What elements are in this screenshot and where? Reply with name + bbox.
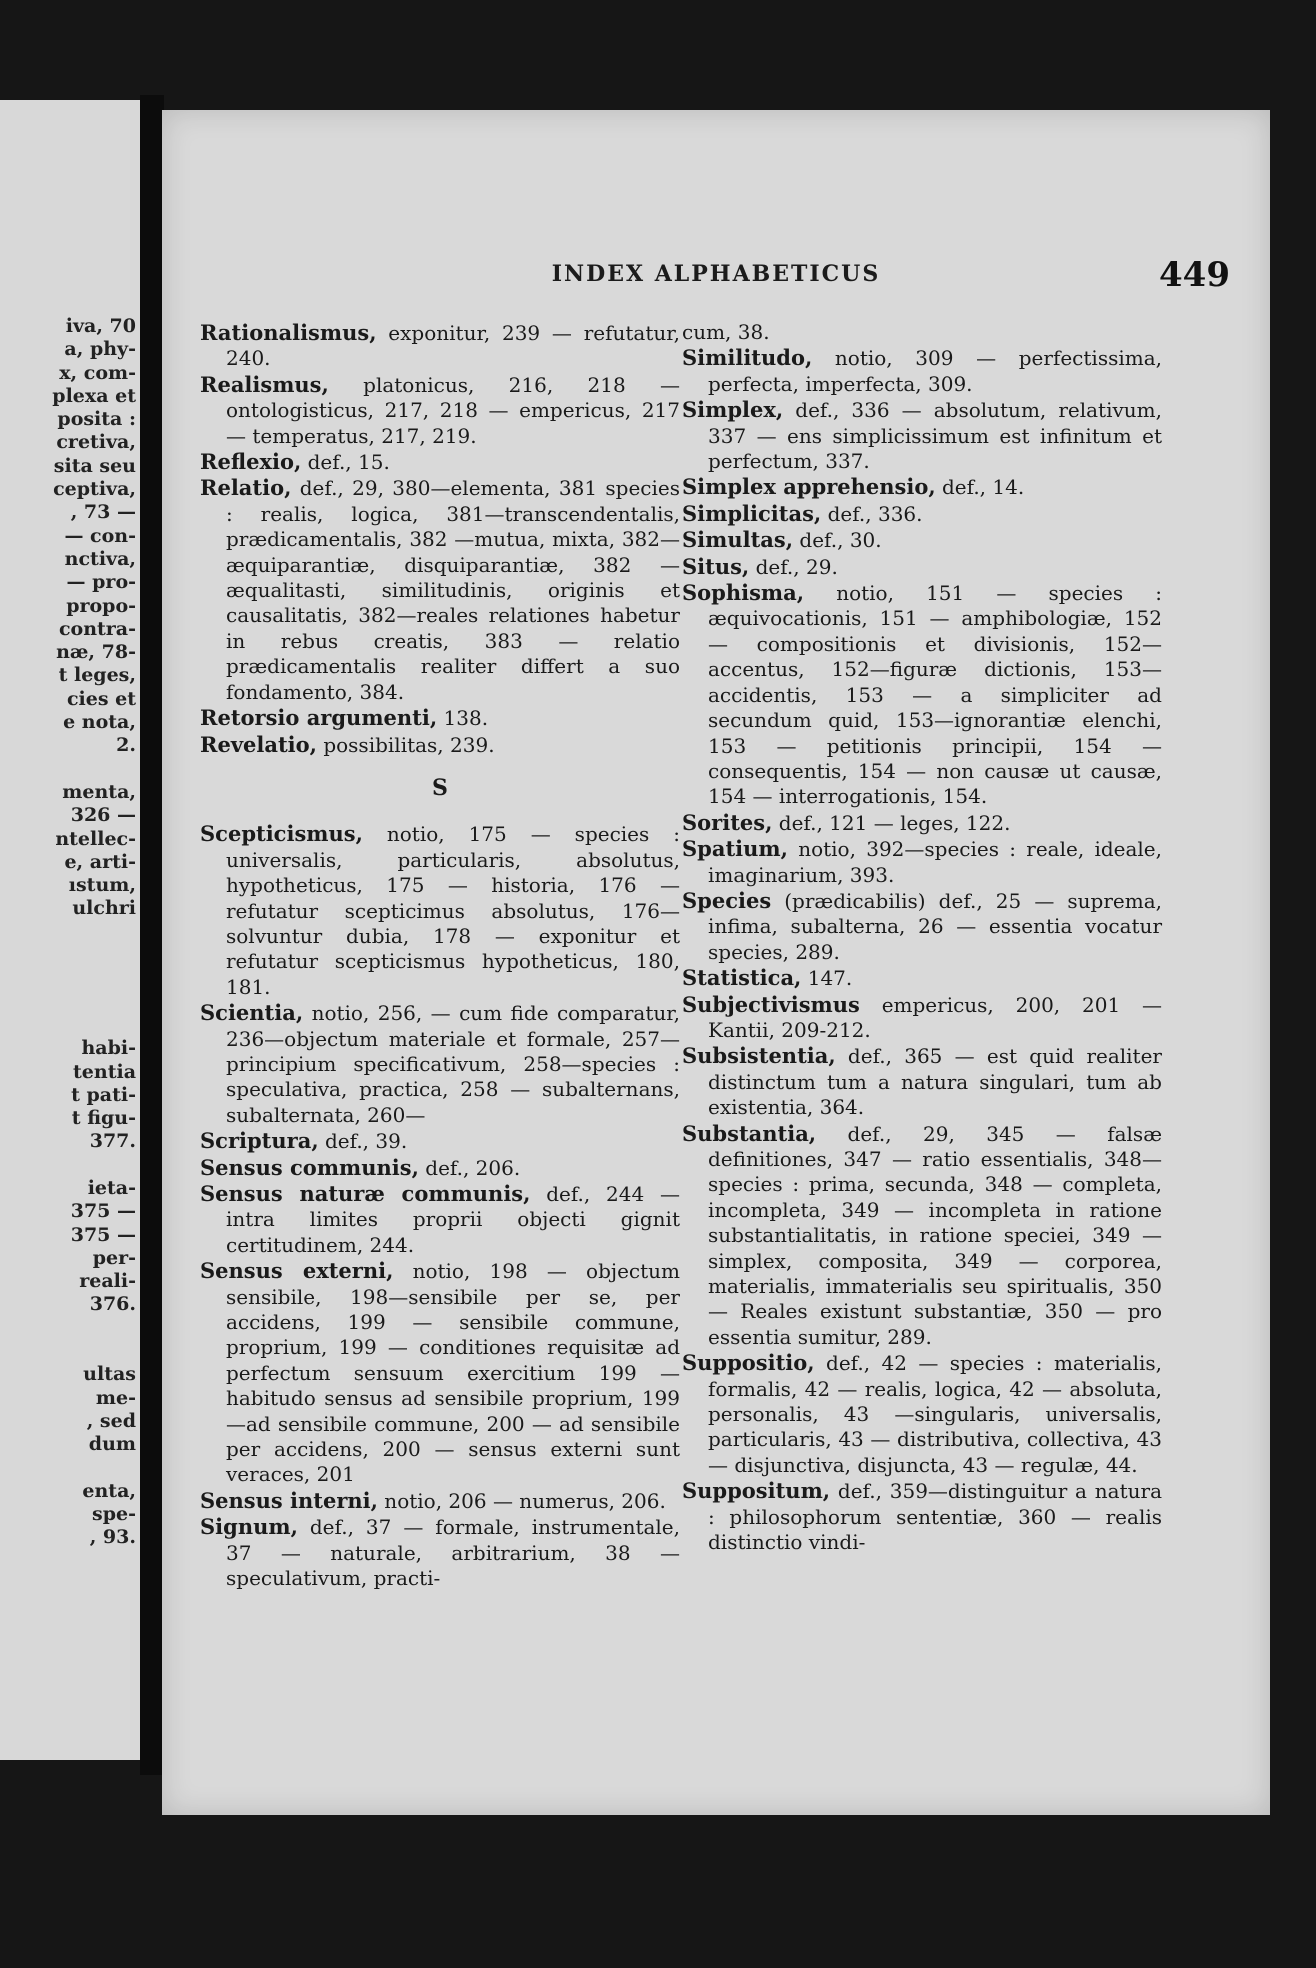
index-entry: [682, 474, 1162, 500]
index-entry: [200, 1155, 680, 1181]
index-references: notio, 151 — species : æquivocationis, 151 — amphibologiæ, 152 — compositionis et divisionis, 152—accentus, 152—figuræ dictionis, 153—accidentis, 153 — a simpliciter ad secundum quid, 153—ignorantiæ elenchi, 153 — petitionis principii, 154 — consequentis, 154 — non causæ ut causæ, 154 — interrogationis, 154.: [708, 581, 1162, 809]
previous-page-line: , 93.: [89, 1526, 136, 1549]
index-term: Species: [682, 887, 772, 913]
previous-page-line: cretiva,: [56, 431, 136, 454]
previous-page-line: ulchri: [72, 897, 136, 920]
index-references: notio, 198 — objectum sensibile, 198—sensibile per se, per accidens, 199 — sensibile commune, proprium, 199 — conditiones requisitæ ad perfectum sensuum exercitium 199 — habitudo sensus ad sensibile proprium, 199—ad sensibile commune, 200 — ad sensibile per accidens, 200 — sensus externi sunt veraces, 201: [226, 1259, 680, 1487]
index-term: Simplex,: [682, 397, 784, 423]
previous-page-line: 377.: [89, 1130, 136, 1153]
previous-page-line: propo-: [66, 594, 136, 617]
index-references: notio, 175 — species : universalis, particularis, absolutus, hypotheticus, 175 — historia, 176 — refutatur scepticimus absolutus, 176—solvuntur dubia, 178 — exponitur et refutatur scepticismus hypotheticus, 180, 181.: [226, 822, 680, 999]
index-term: Suppositio,: [682, 1350, 815, 1376]
index-references: def., 359—distinguitur a natura : philosophorum sententiæ, 360 — realis distinctio vindi-: [708, 1479, 1162, 1555]
index-term: Simplicitas,: [682, 500, 822, 526]
index-term: Suppositum,: [682, 1478, 831, 1504]
index-term: Spatium,: [682, 836, 788, 862]
index-term: Situs,: [682, 553, 750, 579]
index-term: Realismus,: [200, 371, 329, 397]
previous-page-line: e nota,: [63, 711, 136, 734]
index-entry: [682, 501, 1162, 527]
left-column: [200, 320, 680, 1592]
index-term: Rationalismus,: [200, 320, 377, 345]
previous-page-line: iva, 70: [65, 315, 136, 337]
index-entry: [682, 554, 1162, 580]
index-references: def., 15.: [301, 450, 390, 475]
index-term: Substantia,: [682, 1120, 817, 1146]
previous-page-line: 375 —: [70, 1223, 136, 1246]
previous-page-line: x, com-: [59, 361, 136, 384]
index-term: Similitudo,: [682, 345, 813, 371]
index-references: def., 37 — formale, instrumentale, 37 — naturale, arbitrarium, 38 — speculativum, practi-: [226, 1515, 680, 1591]
index-entry: [682, 1478, 1162, 1555]
previous-page-line: næ, 78-: [56, 641, 136, 664]
index-references: def., 29, 380—elementa, 381 species : realis, logica, 381—transcendentalis, prædicamentalis, 382 —mutua, mixta, 382—æquiparantiæ, disquiparantiæ, 382 — æqualitasti, similitudinis, originis et causalitatis, 382—reales relationes habetur in rebus creatis, 383 — relatio prædicamentalis realiter differt a suo fondamento, 384.: [226, 476, 680, 704]
index-references: notio, 392—species : reale, ideale, imaginarium, 393.: [708, 837, 1162, 887]
previous-page-line: t leges,: [58, 664, 136, 687]
previous-page-line: — pro-: [66, 571, 136, 594]
index-term: Scientia,: [200, 1000, 304, 1026]
index-entry: [682, 345, 1162, 397]
index-term: Subjectivismus: [682, 991, 860, 1017]
index-references: notio, 309 — perfectissima, perfecta, imperfecta, 309.: [708, 346, 1162, 396]
index-entry: [200, 1514, 680, 1591]
index-entry: [200, 1258, 680, 1488]
index-references: exponitur, 239 — refutatur, 240.: [226, 321, 680, 371]
previous-page-line: ıstum,: [68, 874, 136, 897]
right-column: [682, 320, 1162, 1556]
index-references: def., 121 — leges, 122.: [772, 810, 1011, 835]
index-term: Sensus naturæ communis,: [200, 1181, 531, 1206]
previous-page-line: 376.: [89, 1293, 136, 1316]
index-term: Sensus externi,: [200, 1258, 394, 1284]
index-references: cum, 38.: [682, 320, 770, 344]
previous-page-line: per-: [92, 1246, 136, 1269]
index-entry: [200, 1128, 680, 1154]
previous-page-line: 326 —: [70, 804, 136, 827]
index-entry: [682, 836, 1162, 888]
index-entry: [200, 732, 680, 758]
previous-page-line: [0, 1317, 136, 1340]
previous-page-line: [0, 991, 136, 1014]
previous-page-line: habi-: [81, 1037, 136, 1060]
previous-page-fragment: [0, 100, 140, 1760]
index-term: Retorsio argumenti,: [200, 705, 438, 731]
previous-page-line: reali-: [79, 1270, 136, 1293]
previous-page-line: cies et: [66, 687, 136, 710]
index-entry: [682, 810, 1162, 836]
running-header: [202, 255, 1230, 295]
index-references: possibilitas, 239.: [316, 732, 495, 757]
index-references: def., 206.: [418, 1155, 521, 1180]
index-references: def., 365 — est quid realiter distinctum tum a natura singulari, tum ab existentia, 364.: [708, 1044, 1162, 1120]
previous-page-line: [0, 1457, 136, 1480]
previous-page-line: [0, 1014, 136, 1037]
index-term: Sophisma,: [682, 580, 805, 606]
previous-page-line: — con-: [64, 524, 136, 547]
index-entry: [682, 1121, 1162, 1351]
index-entry: [200, 821, 680, 1000]
index-entry: [682, 1043, 1162, 1120]
previous-page-line: [0, 967, 136, 990]
book-gutter: [140, 95, 164, 1775]
index-entry: [200, 320, 680, 372]
index-references: (prædicabilis) def., 25 — suprema, infima, subalterna, 26 — essentia vocatur species, 289.: [708, 888, 1162, 964]
index-term: Reflexio,: [200, 449, 302, 475]
previous-page-line: contra-: [58, 617, 136, 640]
previous-page-line: , 73 —: [70, 501, 136, 524]
previous-page-line: plexa et: [52, 384, 136, 407]
page-number: 449: [1159, 255, 1230, 295]
index-term: Scepticismus,: [200, 821, 363, 847]
index-references: empericus, 200, 201 — Kantii, 209-212.: [708, 992, 1162, 1042]
index-references: def., 29.: [749, 554, 838, 579]
index-entry: [682, 527, 1162, 553]
index-term: Relatio,: [200, 475, 292, 501]
index-term: Subsistentia,: [682, 1043, 836, 1069]
previous-page-line: [0, 921, 136, 944]
index-term: Simultas,: [682, 527, 794, 553]
index-references: def., 336.: [821, 501, 923, 526]
index-entry: [200, 372, 680, 449]
previous-page-line: spe-: [92, 1503, 136, 1526]
index-term: Sorites,: [682, 809, 773, 835]
index-entry: [682, 992, 1162, 1044]
index-references: def., 14.: [935, 475, 1025, 500]
previous-page-line: a, phy-: [64, 338, 136, 361]
index-references: 147.: [801, 966, 853, 991]
index-references: def., 336 — absolutum, relativum, 337 — ens simplicissimum est infinitum et perfectum, 337.: [708, 398, 1162, 474]
previous-page-line: tentia: [73, 1060, 136, 1083]
previous-page-line: , sed: [86, 1409, 136, 1432]
index-entry: [200, 1488, 680, 1514]
previous-page-line: menta,: [62, 780, 136, 803]
index-entry: [200, 705, 680, 731]
index-entry: [200, 1181, 680, 1258]
index-term: Sensus communis,: [200, 1154, 419, 1180]
previous-page-line: enta,: [82, 1479, 136, 1502]
index-term: Scriptura,: [200, 1128, 319, 1154]
previous-page-line: posita :: [57, 408, 136, 431]
index-entry: [682, 888, 1162, 965]
previous-page-line: ceptiva,: [53, 478, 136, 501]
previous-page-line: [0, 758, 136, 781]
previous-page-line: me-: [95, 1386, 136, 1409]
page-title: INDEX ALPHABETICUS: [551, 261, 881, 287]
previous-page-line: dum: [88, 1433, 136, 1456]
previous-page-line: ieta-: [87, 1176, 136, 1199]
index-references: def., 39.: [318, 1129, 408, 1154]
previous-page-line: [0, 1154, 136, 1177]
index-term: Signum,: [200, 1514, 298, 1540]
index-references: notio, 206 — numerus, 206.: [377, 1488, 666, 1513]
index-references: def., 42 — species : materialis, formalis, 42 — realis, logica, 42 — absoluta, personalis, 43 —singularis, universalis, particularis, 43 — distributiva, collectiva, 43 — disjunctiva, disjuncta, 43 — regulæ, 44.: [708, 1351, 1162, 1477]
index-entry: [682, 397, 1162, 474]
index-references: platonicus, 216, 218 — ontologisticus, 217, 218 — empericus, 217 — temperatus, 217, 219.: [226, 372, 680, 448]
previous-page-line: [0, 944, 136, 967]
index-references: def., 29, 345 — falsæ definitiones, 347 — ratio essentialis, 348—species : prima, secunda, 348 — completa, incompleta, 349 — incompleta in ratione substantialitatis, in ratione speciei, 349 — simplex, composita, 349 — corporea, materialis, immaterialis seu spiritualis, 350 — Reales existunt substantiæ, 350 — pro essentia sumitur, 289.: [708, 1121, 1162, 1349]
previous-page-line: 375 —: [70, 1200, 136, 1223]
previous-page-line: ntellec-: [55, 827, 136, 850]
previous-page-line: [0, 1340, 136, 1363]
index-entry: [682, 1350, 1162, 1478]
index-references: def., 30.: [793, 528, 882, 553]
previous-page-line: 2.: [116, 734, 136, 757]
index-entry: [682, 965, 1162, 991]
index-entry: [200, 1000, 680, 1128]
index-term: Revelatio,: [200, 731, 317, 757]
previous-page-line: sita seu: [53, 454, 136, 477]
index-entry: [682, 320, 1162, 345]
index-page: [162, 110, 1270, 1815]
previous-page-text: [0, 315, 136, 1550]
index-term: Sensus interni,: [200, 1487, 378, 1513]
previous-page-line: ultas: [83, 1363, 136, 1386]
section-letter: S: [432, 774, 448, 801]
previous-page-line: t pati-: [71, 1083, 136, 1106]
index-references: notio, 256, — cum fide comparatur, 236—objectum materiale et formale, 257—principium specificativum, 258—species : speculativa, practica, 258 — subalternans, subalternata, 260—: [226, 1001, 680, 1127]
index-references: def., 244 — intra limites proprii objecti gignit certitudinem, 244.: [226, 1182, 680, 1257]
previous-page-line: e, arti-: [64, 850, 136, 873]
index-entry: [682, 580, 1162, 810]
index-term: Simplex apprehensio,: [682, 474, 936, 500]
index-entry: [200, 449, 680, 475]
previous-page-line: nctiva,: [64, 547, 136, 570]
previous-page-line: t figu-: [71, 1107, 136, 1130]
index-entry: [200, 475, 680, 705]
index-term: Statistica,: [682, 965, 802, 991]
index-references: 138.: [437, 706, 489, 731]
